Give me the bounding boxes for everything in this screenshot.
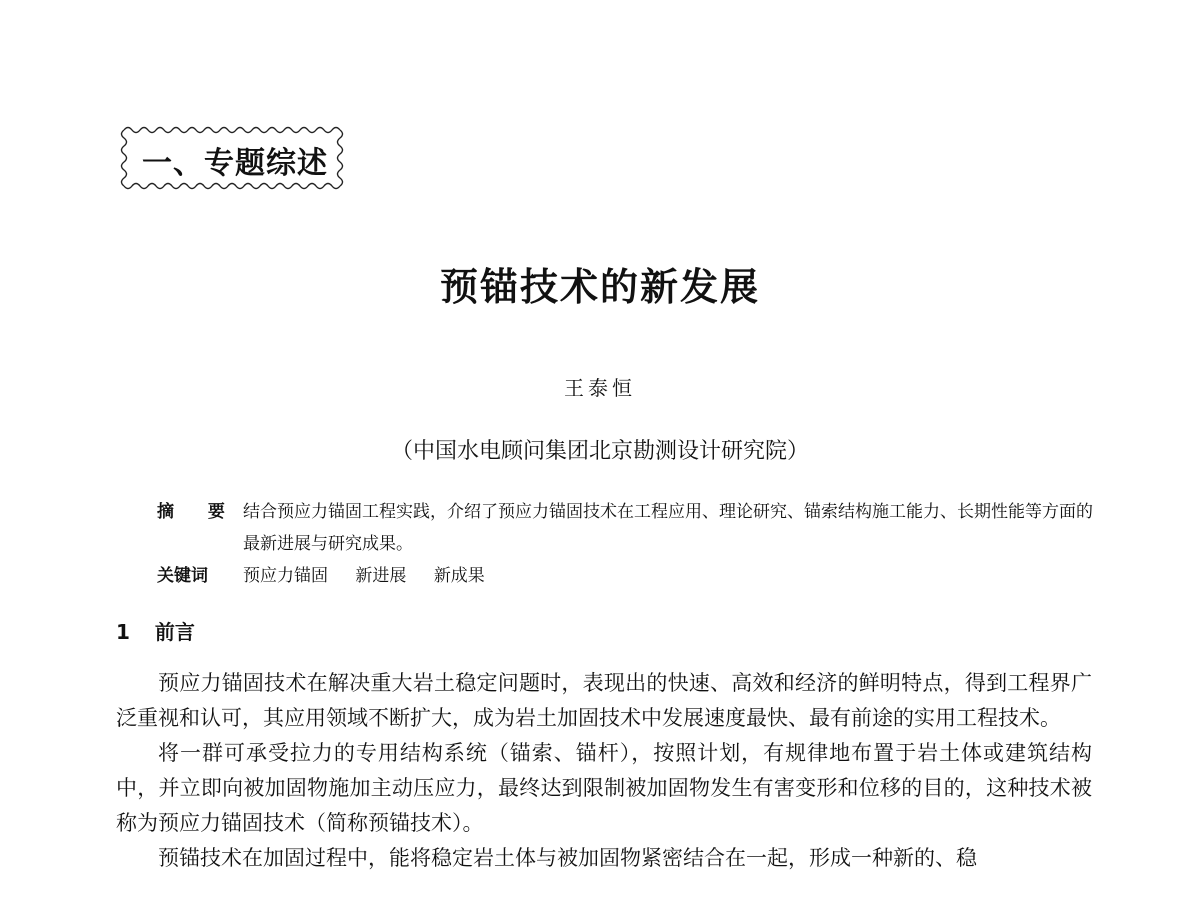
author-affiliation: （中国水电顾问集团北京勘测设计研究院） [390,439,809,464]
keyword-item: 新成果 [433,566,485,586]
section-banner [118,122,348,194]
abstract-row [157,496,1097,560]
section-number: 1 [116,620,130,644]
body-text [116,666,1092,876]
keywords-list [243,560,1097,592]
keyword-item: 预应力锚固 [243,566,328,586]
section-label: 一、专题综述 [142,146,328,181]
paper-title: 预锚技术的新发展 [439,265,760,309]
keyword-item: 新进展 [355,566,407,586]
abstract-block [157,496,1097,592]
body-paragraph: 预应力锚固技术在解决重大岩土稳定问题时，表现出的快速、高效和经济的鲜明特点，得到工程界广泛重视和认可，其应用领域不断扩大，成为岩土加固技术中发展速度最快、最有前途的实用工程技术。 [116,671,1092,730]
keywords-row [157,560,1097,592]
abstract-text: 结合预应力锚固工程实践，介绍了预应力锚固技术在工程应用、理论研究、锚索结构施工能力、长期性能等方面的最新进展与研究成果。 [243,502,1093,554]
keywords-label: 关键词 [157,566,208,586]
author-name: 王泰恒 [564,376,636,400]
body-paragraph: 预锚技术在加固过程中，能将稳定岩土体与被加固物紧密结合在一起，形成一种新的、稳 [158,846,977,870]
abstract-label: 摘 要 [157,502,239,522]
section-heading [116,616,195,645]
section-title: 前言 [154,620,195,644]
body-paragraph: 将一群可承受拉力的专用结构系统（锚索、锚杆），按照计划，有规律地布置于岩土体或建筑结构中，并立即向被加固物施加主动压应力，最终达到限制被加固物发生有害变形和位移的目的，这种技术被称为预应力锚固技术（简称预锚技术）。 [116,741,1092,835]
